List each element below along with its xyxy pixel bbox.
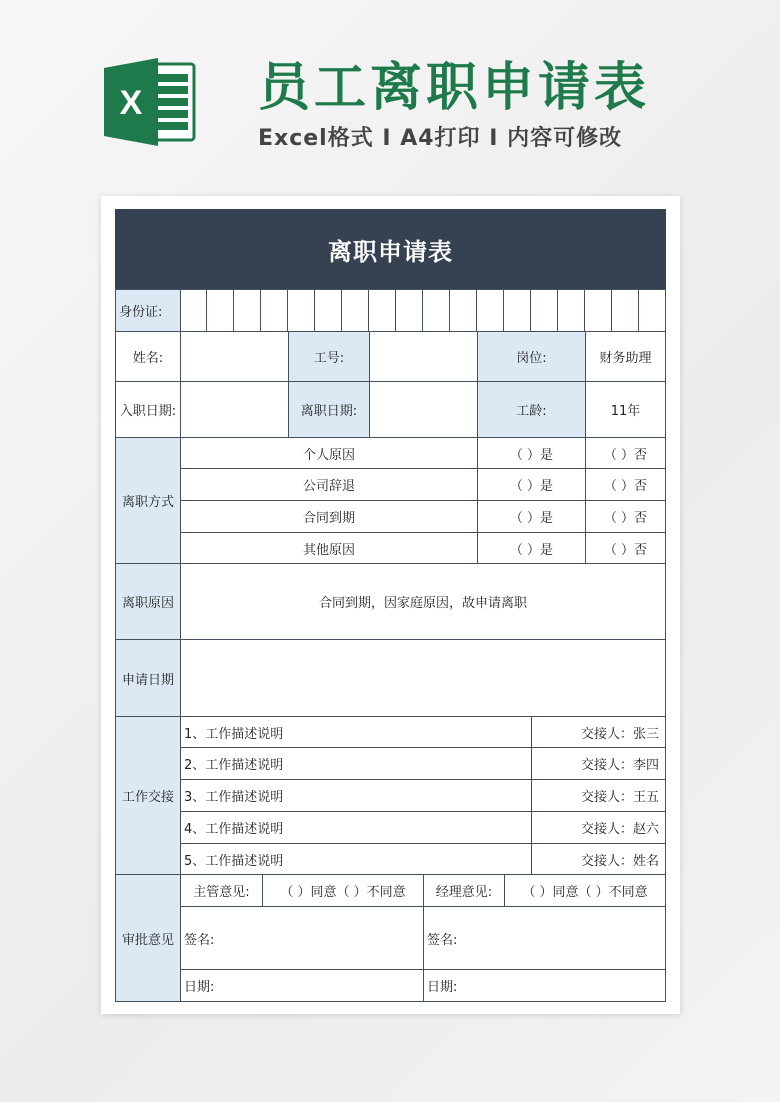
leave-date-label: 离职日期: (288, 381, 370, 438)
method-row-label: 合同到期 (180, 500, 478, 533)
hire-date-label: 入职日期: (115, 381, 181, 438)
tenure-label: 工龄: (477, 381, 586, 438)
handover-desc[interactable]: 4、工作描述说明 (180, 811, 532, 844)
name-field[interactable] (180, 331, 289, 382)
id-digit-box[interactable] (260, 289, 288, 332)
manager-label: 经理意见: (423, 874, 505, 907)
supervisor-options[interactable]: （ ）同意（ ）不同意 (262, 874, 424, 907)
method-row-label: 公司辞退 (180, 468, 478, 501)
method-row-label: 个人原因 (180, 437, 478, 469)
supervisor-sign-field[interactable]: 签名: (180, 906, 424, 970)
emp-no-field[interactable] (369, 331, 478, 382)
method-label: 离职方式 (115, 437, 181, 564)
id-digit-box[interactable] (530, 289, 558, 332)
reason-field[interactable]: 合同到期，因家庭原因，故申请离职 (180, 563, 666, 640)
excel-logo-icon (100, 56, 198, 148)
emp-no-label: 工号: (288, 331, 370, 382)
leave-date-field[interactable] (369, 381, 478, 438)
id-digit-box[interactable] (395, 289, 423, 332)
reason-label: 离职原因 (115, 563, 181, 640)
page-title: 员工离职申请表 (258, 58, 651, 118)
id-digit-box[interactable] (611, 289, 639, 332)
manager-options[interactable]: （ ）同意（ ）不同意 (504, 874, 666, 907)
method-row-label: 其他原因 (180, 532, 478, 564)
apply-date-label: 申请日期 (115, 639, 181, 717)
tenure-field[interactable]: 11年 (585, 381, 666, 438)
handover-person[interactable]: 交接人：李四 (531, 747, 666, 780)
handover-desc[interactable]: 5、工作描述说明 (180, 843, 532, 875)
handover-person[interactable]: 交接人：王五 (531, 779, 666, 812)
handover-person[interactable]: 交接人：张三 (531, 716, 666, 748)
id-digit-box[interactable] (287, 289, 315, 332)
position-label: 岗位: (477, 331, 586, 382)
id-label: 身份证: (115, 289, 181, 332)
method-no-option[interactable]: （ ）否 (585, 500, 666, 533)
method-yes-option[interactable]: （ ）是 (477, 437, 586, 469)
id-digit-box[interactable] (206, 289, 234, 332)
approval-label: 审批意见 (115, 874, 181, 1002)
method-yes-option[interactable]: （ ）是 (477, 468, 586, 501)
id-digit-box[interactable] (180, 289, 207, 332)
supervisor-label: 主管意见: (180, 874, 263, 907)
page-subtitle: Excel格式 I A4打印 I 内容可修改 (258, 126, 623, 151)
handover-desc[interactable]: 1、工作描述说明 (180, 716, 532, 748)
hire-date-field[interactable] (180, 381, 289, 438)
id-digit-box[interactable] (233, 289, 261, 332)
id-digit-box[interactable] (557, 289, 585, 332)
method-no-option[interactable]: （ ）否 (585, 532, 666, 564)
id-digit-box[interactable] (638, 289, 666, 332)
svg-text:X: X (119, 84, 143, 122)
method-yes-option[interactable]: （ ）是 (477, 532, 586, 564)
handover-person[interactable]: 交接人：姓名 (531, 843, 666, 875)
id-digit-box[interactable] (422, 289, 450, 332)
handover-desc[interactable]: 3、工作描述说明 (180, 779, 532, 812)
id-digit-box[interactable] (584, 289, 612, 332)
handover-desc[interactable]: 2、工作描述说明 (180, 747, 532, 780)
manager-sign-field[interactable]: 签名: (423, 906, 666, 970)
id-digit-box[interactable] (368, 289, 396, 332)
manager-date-field[interactable]: 日期: (423, 969, 666, 1002)
name-label: 姓名: (115, 331, 181, 382)
supervisor-date-field[interactable]: 日期: (180, 969, 424, 1002)
id-digit-box[interactable] (341, 289, 369, 332)
method-no-option[interactable]: （ ）否 (585, 437, 666, 469)
handover-person[interactable]: 交接人：赵六 (531, 811, 666, 844)
method-yes-option[interactable]: （ ）是 (477, 500, 586, 533)
apply-date-field[interactable] (180, 639, 666, 717)
id-digit-box[interactable] (449, 289, 477, 332)
form-title: 离职申请表 (115, 209, 666, 289)
method-no-option[interactable]: （ ）否 (585, 468, 666, 501)
id-digit-box[interactable] (476, 289, 504, 332)
handover-label: 工作交接 (115, 716, 181, 875)
id-digit-box[interactable] (503, 289, 531, 332)
id-digit-box[interactable] (314, 289, 342, 332)
position-field[interactable]: 财务助理 (585, 331, 666, 382)
